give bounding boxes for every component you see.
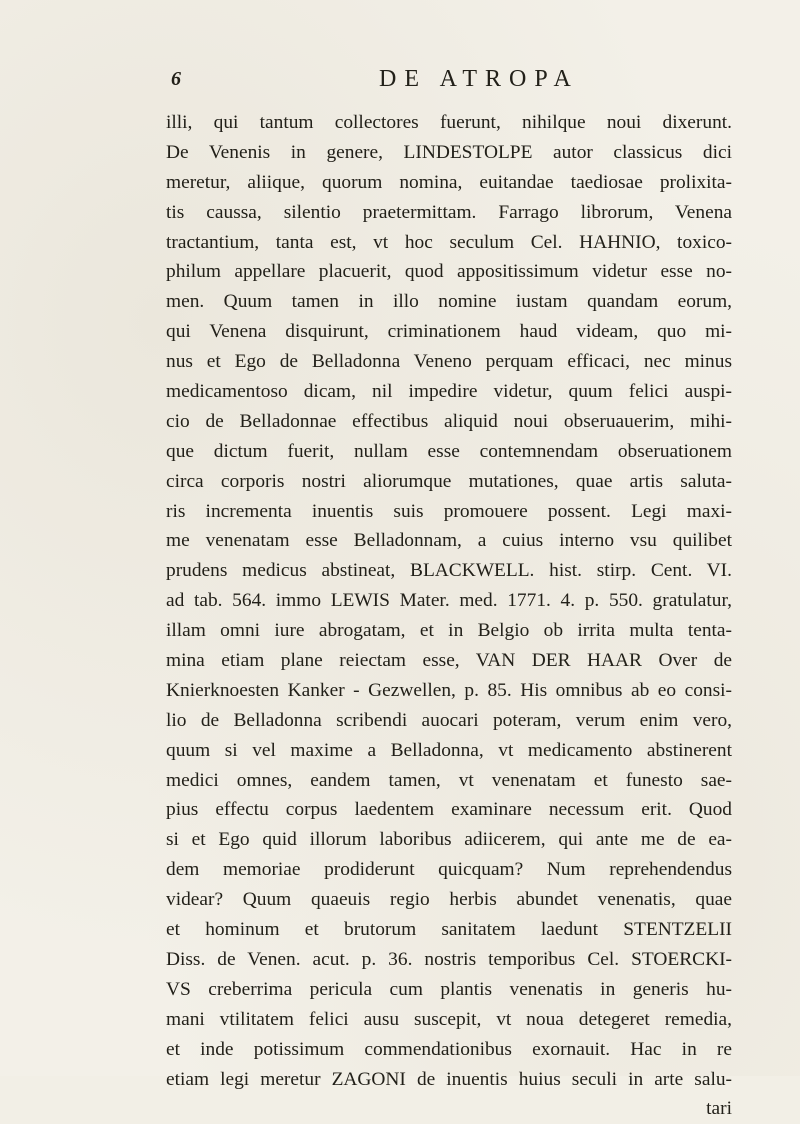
catchword: tari — [706, 1098, 732, 1120]
text-line: qui Venena disquirunt, criminationem haud videam, quo mi- — [166, 321, 732, 343]
text-line: tractantium, tanta est, vt hoc seculum Cel. HAHNIO, toxico- — [166, 231, 732, 253]
text-line: cio de Belladonnae effectibus aliquid noui obseruauerim, mihi- — [166, 410, 732, 432]
text-line: ris incrementa inuentis suis promouere possent. Legi maxi- — [166, 500, 732, 522]
text-line: me venenatam esse Belladonnam, a cuius interno vsu quilibet — [166, 530, 732, 552]
text-line: quum si vel maxime a Belladonna, vt medicamento abstinerent — [166, 739, 732, 761]
page-number: 6 — [171, 68, 181, 90]
text-line: illam omni iure abrogatam, et in Belgio ob irrita multa tenta- — [166, 620, 732, 642]
text-line: Knierknoesten Kanker - Gezwellen, p. 85. His omnibus ab eo consi- — [166, 679, 732, 701]
text-line: etiam legi meretur ZAGONI de inuentis huius seculi in arte salu- — [166, 1068, 732, 1090]
running-head: DE ATROPA — [379, 66, 579, 92]
text-line: prudens medicus abstineat, BLACKWELL. hist. stirp. Cent. VI. — [166, 560, 732, 582]
text-line: et hominum et brutorum sanitatem laedunt STENTZELII — [166, 919, 732, 941]
text-line: philum appellare placuerit, quod appositissimum videtur esse no- — [166, 261, 732, 283]
text-line: De Venenis in genere, LINDESTOLPE autor classicus dici — [166, 141, 732, 163]
text-line: men. Quum tamen in illo nomine iustam quandam eorum, — [166, 291, 732, 313]
text-line: VS creberrima pericula cum plantis venenatis in generis hu- — [166, 978, 732, 1000]
text-line: circa corporis nostri aliorumque mutationes, quae artis saluta- — [166, 470, 732, 492]
text-line: medicamentoso dicam, nil impedire videtur, quum felici auspi- — [166, 381, 732, 403]
text-line: tis caussa, silentio praetermittam. Farrago librorum, Venena — [166, 201, 732, 223]
body-text — [166, 108, 732, 1124]
text-line: Diss. de Venen. acut. p. 36. nostris temporibus Cel. STOERCKI- — [166, 948, 732, 970]
text-line: mani vtilitatem felici ausu suscepit, vt noua detegeret remedia, — [166, 1008, 732, 1030]
text-line: meretur, aliique, quorum nomina, euitandae taediosae prolixita- — [166, 171, 732, 193]
text-line: pius effectu corpus laedentem examinare necessum erit. Quod — [166, 799, 732, 821]
text-line: et inde potissimum commendationibus exornauit. Hac in re — [166, 1038, 732, 1060]
text-line: illi, qui tantum collectores fuerunt, nihilque noui dixerunt. — [166, 112, 732, 133]
text-line: videar? Quum quaeuis regio herbis abundet venenatis, quae — [166, 889, 732, 911]
text-line: mina etiam plane reiectam esse, VAN DER HAAR Over de — [166, 650, 732, 672]
text-line: nus et Ego de Belladonna Veneno perquam efficaci, nec minus — [166, 351, 732, 373]
text-line: si et Ego quid illorum laboribus adiicerem, qui ante me de ea- — [166, 829, 732, 851]
text-line: ad tab. 564. immo LEWIS Mater. med. 1771. 4. p. 550. gratulatur, — [166, 590, 732, 612]
text-line: lio de Belladonna scribendi auocari poteram, verum enim vero, — [166, 709, 732, 731]
text-line: que dictum fuerit, nullam esse contemnendam obseruationem — [166, 440, 732, 462]
text-line: medici omnes, eandem tamen, vt venenatam et funesto sae- — [166, 769, 732, 791]
text-line: dem memoriae prodiderunt quicquam? Num reprehendendus — [166, 859, 732, 881]
page-header — [163, 62, 723, 96]
